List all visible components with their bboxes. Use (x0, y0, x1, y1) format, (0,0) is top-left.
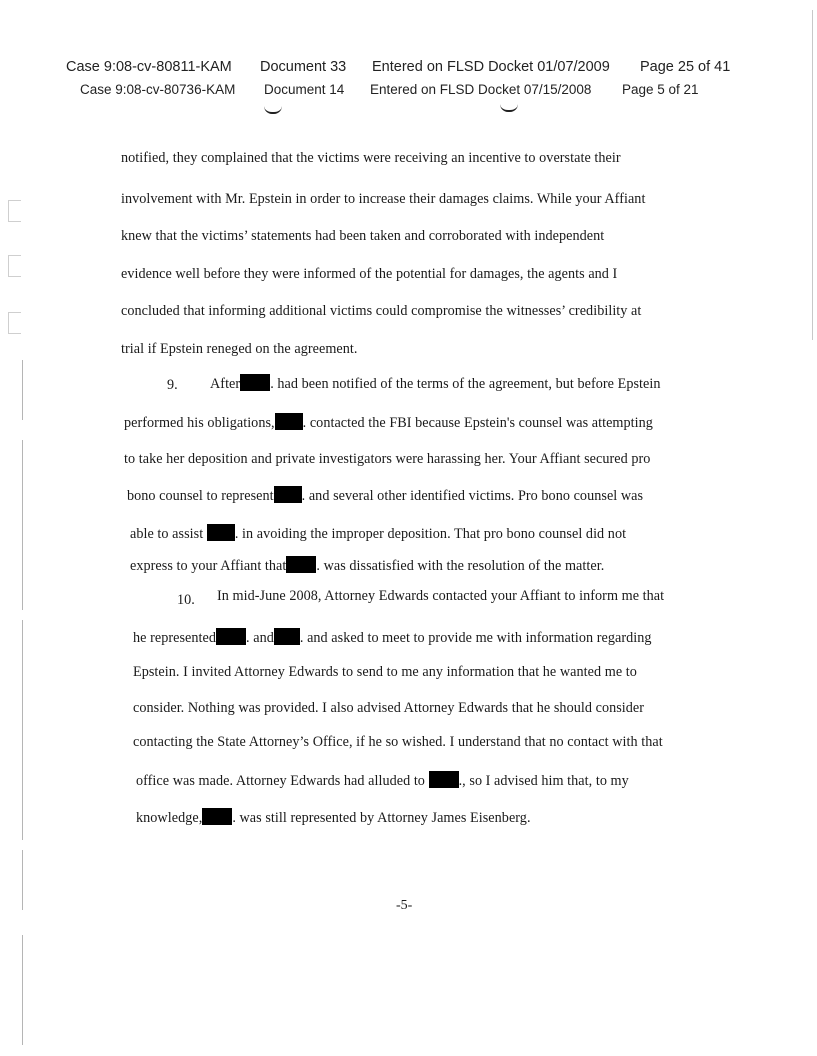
text-line (127, 486, 643, 505)
scan-artifact (22, 360, 23, 420)
text-run: . was still represented by Attorney James Eisenberg. (232, 810, 531, 826)
text-line: Epstein. I invited Attorney Edwards to send to me any information that he wanted me to (133, 664, 637, 680)
text-line: consider. Nothing was provided. I also advised Attorney Edwards that he should consider (133, 700, 645, 716)
redaction-bar (274, 486, 302, 503)
redaction-bar (202, 808, 232, 825)
text-run: bono counsel to represent (127, 488, 274, 504)
text-run: performed his obligations, (124, 415, 275, 431)
text-line: trial if Epstein reneged on the agreement. (121, 341, 358, 357)
text-run: ., so I advised him that, to my (458, 773, 629, 789)
docket-entry: Entered on FLSD Docket 01/07/2009 (372, 59, 610, 75)
document-number: Document 33 (260, 59, 347, 75)
text-line: contacting the State Attorney’s Office, if he so wished. I understand that no contact with that (133, 734, 663, 750)
text-line (210, 374, 661, 393)
redaction-bar (275, 413, 303, 430)
text-run: . had been notified of the terms of the agreement, but before Epstein (270, 376, 661, 392)
scan-artifact (8, 312, 21, 334)
text-run: express to your Affiant that (130, 558, 287, 574)
document-number: Document 14 (264, 82, 345, 97)
text-line (133, 628, 652, 647)
text-line (136, 808, 531, 827)
docket-entry: Entered on FLSD Docket 07/15/2008 (370, 82, 592, 97)
text-line (130, 524, 626, 543)
scan-artifact (8, 255, 21, 277)
paragraph-number: 9. (167, 377, 178, 393)
text-run: . and asked to meet to provide me with information regarding (299, 630, 652, 646)
text-line (130, 556, 604, 575)
text-line: involvement with Mr. Epstein in order to increase their damages claims. While your Affiant (121, 191, 646, 207)
text-line: to take her deposition and private investigators were harassing her. Your Affiant secured pro (124, 451, 651, 467)
scan-artifact (22, 935, 23, 1045)
text-run: he represented (133, 630, 217, 646)
scan-mark (264, 106, 282, 114)
scan-artifact (812, 10, 813, 340)
text-line (136, 771, 629, 790)
text-line (124, 413, 653, 432)
text-run: . was dissatisfied with the resolution of the matter. (316, 558, 605, 574)
scan-artifact (8, 200, 21, 222)
redaction-bar (429, 771, 459, 788)
page-count: Page 25 of 41 (640, 59, 731, 75)
text-run: able to assist (130, 526, 204, 542)
text-run: . and several other identified victims. Pro bono counsel was (301, 488, 644, 504)
text-line: evidence well before they were informed of the potential for damages, the agents and I (121, 266, 618, 282)
case-number: Case 9:08-cv-80736-KAM (80, 82, 236, 97)
redaction-bar (216, 628, 246, 645)
text-line: knew that the victims’ statements had been taken and corroborated with independent (121, 228, 605, 244)
redaction-bar (207, 524, 235, 541)
text-run: . in avoiding the improper deposition. That pro bono counsel did not (234, 526, 627, 542)
text-line: notified, they complained that the victims were receiving an incentive to overstate their (121, 150, 621, 166)
text-line: concluded that informing additional victims could compromise the witnesses’ credibility at (121, 303, 642, 319)
scan-artifact (22, 850, 23, 910)
scan-artifact (22, 440, 23, 610)
text-run: office was made. Attorney Edwards had alluded to (136, 773, 425, 789)
redaction-bar (274, 628, 300, 645)
redaction-bar (286, 556, 316, 573)
case-number: Case 9:08-cv-80811-KAM (66, 59, 232, 75)
paragraph-number: 10. (177, 592, 195, 608)
page-count: Page 5 of 21 (622, 82, 699, 97)
redaction-bar (240, 374, 270, 391)
text-run: . and (246, 630, 274, 646)
text-run: After (210, 376, 241, 392)
text-line: In mid-June 2008, Attorney Edwards contacted your Affiant to inform me that (217, 588, 665, 604)
scan-artifact (22, 620, 23, 840)
page-number: -5- (396, 898, 413, 913)
text-run: knowledge, (136, 810, 203, 826)
text-run: . contacted the FBI because Epstein's counsel was attempting (302, 415, 653, 431)
scan-mark (500, 104, 518, 112)
